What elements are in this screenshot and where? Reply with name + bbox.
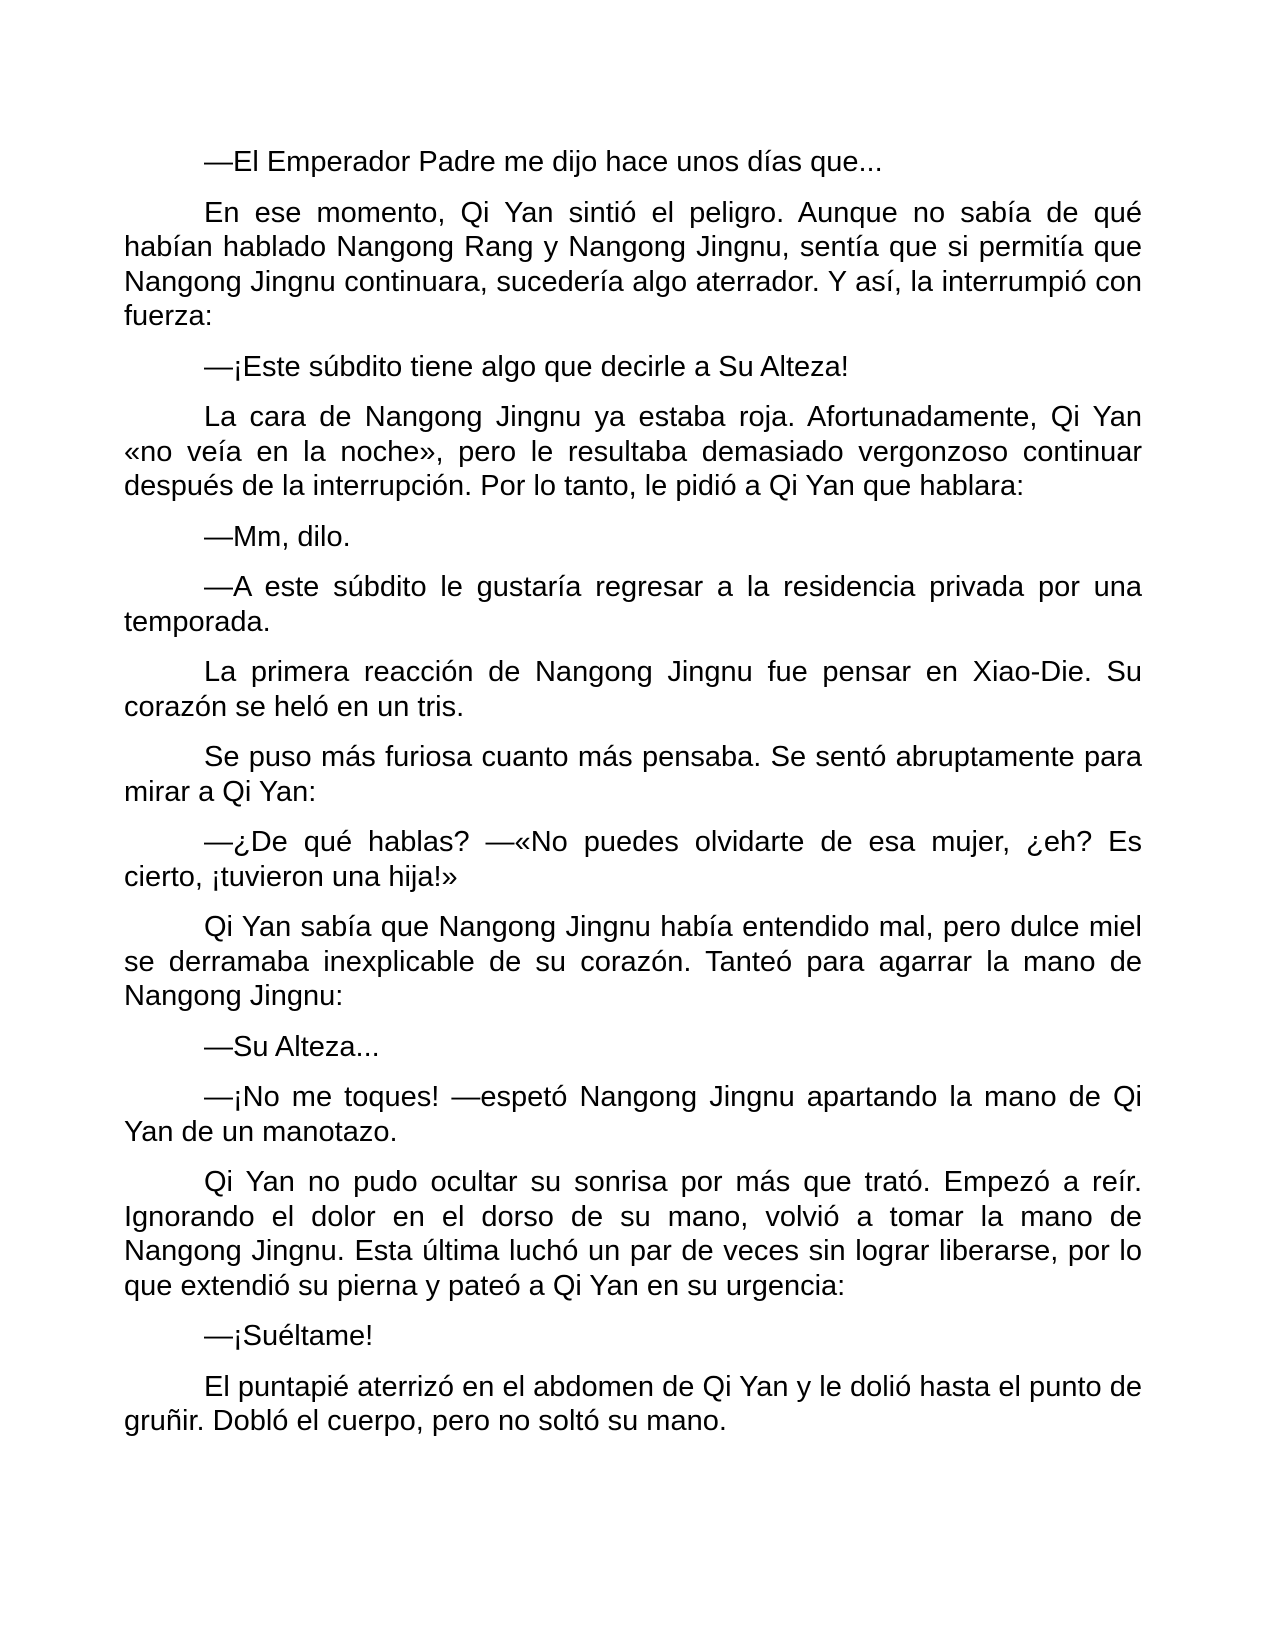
paragraph: —A este súbdito le gustaría regresar a la residencia privada por una temporada.: [124, 571, 1142, 638]
paragraph: Qi Yan sabía que Nangong Jingnu había entendido mal, pero dulce miel se derramaba inexplicable de su corazón. Tanteó para agarrar la mano de Nangong Jingnu:: [124, 911, 1142, 1012]
paragraph: Qi Yan no pudo ocultar su sonrisa por más que trató. Empezó a reír. Ignorando el dolor en el dorso de su mano, volvió a tomar la mano de Nangong Jingnu. Esta última luchó un par de veces sin lograr liberarse, por lo que extendió su pierna y pateó a Qi Yan en su urgencia:: [124, 1166, 1142, 1302]
paragraph: La cara de Nangong Jingnu ya estaba roja. Afortunadamente, Qi Yan «no veía en la noche», pero le resultaba demasiado vergonzoso continuar después de la interrupción. Por lo tanto, le pidió a Qi Yan que hablara:: [124, 401, 1142, 502]
paragraph: —¡No me toques! —espetó Nangong Jingnu apartando la mano de Qi Yan de un manotazo.: [124, 1081, 1142, 1148]
document-body: [124, 145, 1142, 1455]
paragraph: —Mm, dilo.: [204, 520, 351, 553]
paragraph: —¿De qué hablas? —«No puedes olvidarte de esa mujer, ¿eh? Es cierto, ¡tuvieron una hija!»: [124, 826, 1142, 893]
paragraph: La primera reacción de Nangong Jingnu fue pensar en Xiao-Die. Su corazón se heló en un tris.: [124, 656, 1142, 723]
paragraph: El puntapié aterrizó en el abdomen de Qi Yan y le dolió hasta el punto de gruñir. Dobló el cuerpo, pero no soltó su mano.: [124, 1370, 1142, 1437]
paragraph: En ese momento, Qi Yan sintió el peligro. Aunque no sabía de qué habían hablado Nangong Rang y Nangong Jingnu, sentía que si permitía que Nangong Jingnu continuara, sucedería algo aterrador. Y así, la interrumpió con fuerza:: [124, 196, 1142, 332]
paragraph: —¡Este súbdito tiene algo que decirle a Su Alteza!: [204, 350, 849, 383]
paragraph: —Su Alteza...: [204, 1030, 380, 1063]
paragraph: —El Emperador Padre me dijo hace unos días que...: [204, 146, 883, 178]
paragraph: —¡Suéltame!: [204, 1320, 374, 1352]
paragraph: Se puso más furiosa cuanto más pensaba. Se sentó abruptamente para mirar a Qi Yan:: [124, 741, 1142, 808]
